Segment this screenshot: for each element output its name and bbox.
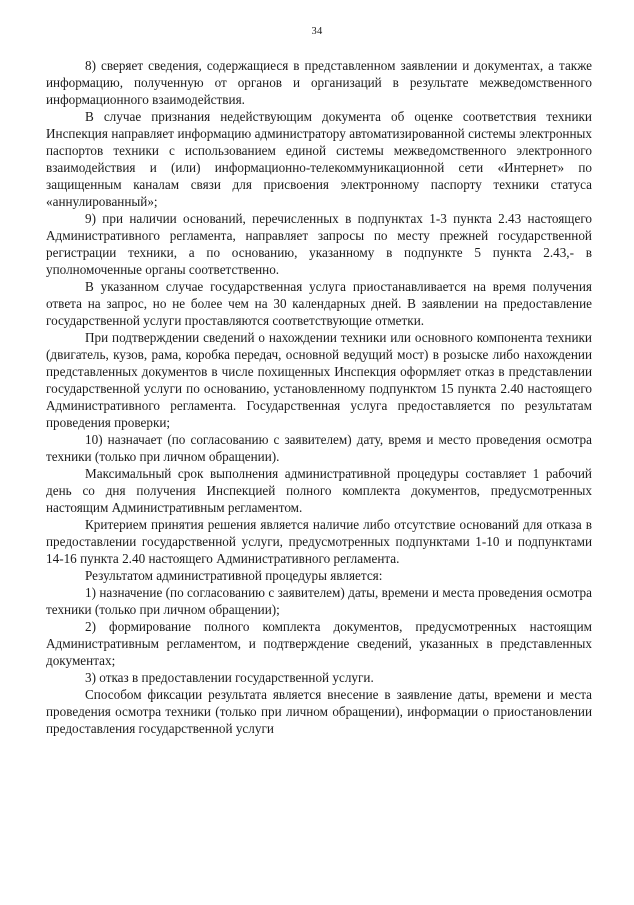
paragraph-result-1: 1) назначение (по согласованию с заявителем) даты, времени и места проведения осмотра техники (только при личном обращении); xyxy=(46,585,592,617)
paragraph-suspension: В указанном случае государственная услуга приостанавливается на время получения ответа на запрос, но не более чем на 30 календарных дней. В заявлении на предоставление государственной услуги проставляются соответствующие отметки. xyxy=(46,279,592,328)
paragraph-fixation-method: Способом фиксации результата является внесение в заявление даты, времени и места проведения осмотра техники (только при личном обращении), информации о приостановлении предоставления государственной услуги xyxy=(46,687,592,736)
paragraph-decision-criterion: Критерием принятия решения является наличие либо отсутствие оснований для отказа в предоставлении государственной услуги, предусмотренных подпунктами 1-10 и подпунктами 14-16 пункта 2.40 настоящего Административного регламента. xyxy=(46,517,592,566)
paragraph-result-3: 3) отказ в предоставлении государственной услуги. xyxy=(85,670,374,685)
paragraph-result-2: 2) формирование полного комплекта документов, предусмотренных настоящим Административным регламентом, и подтверждение сведений, указанных в представленных документах; xyxy=(46,619,592,668)
document-body xyxy=(46,57,592,737)
paragraph-annulment: В случае признания недействующим документа об оценке соответствия техники Инспекция направляет информацию администратору автоматизированной системы электронных паспортов техники с использованием единой системы межведомственного электронного взаимодействия и (или) информационно-телекоммуникационной сети «Интернет» по защищенным каналам связи для присвоения электронному паспорту техники статуса «аннулированный»; xyxy=(46,109,592,209)
paragraph-item-9: 9) при наличии оснований, перечисленных в подпунктах 1-3 пункта 2.43 настоящего Административного регламента, направляет запросы по месту прежней государственной регистрации техники, а по основанию, указанному в подпункте 5 пункта 2.43,- в уполномоченные органы соответственно. xyxy=(46,211,592,277)
paragraph-item-8: 8) сверяет сведения, содержащиеся в представленном заявлении и документах, а также информацию, полученную от органов и организаций в результате межведомственного информационного взаимодействия. xyxy=(46,58,592,107)
paragraph-result-intro: Результатом административной процедуры является: xyxy=(85,568,383,583)
paragraph-wanted-check: При подтверждении сведений о нахождении техники или основного компонента техники (двигатель, кузов, рама, коробка передач, основной ведущий мост) в розыске либо нахождении представленных документов в числе похищенных Инспекция оформляет отказ в представлении государственной услуги по основанию, установленному подпунктом 15 пункта 2.40 настоящего Административного регламента. Государственная услуга предоставляется по результатам проведения проверки; xyxy=(46,330,592,430)
paragraph-item-10: 10) назначает (по согласованию с заявителем) дату, время и место проведения осмотра техники (только при личном обращении). xyxy=(46,432,592,464)
paragraph-max-term: Максимальный срок выполнения административной процедуры составляет 1 рабочий день со дня получения Инспекцией полного комплекта документов, предусмотренных настоящим Административным регламентом. xyxy=(46,466,592,515)
page-number: 34 xyxy=(311,26,323,37)
